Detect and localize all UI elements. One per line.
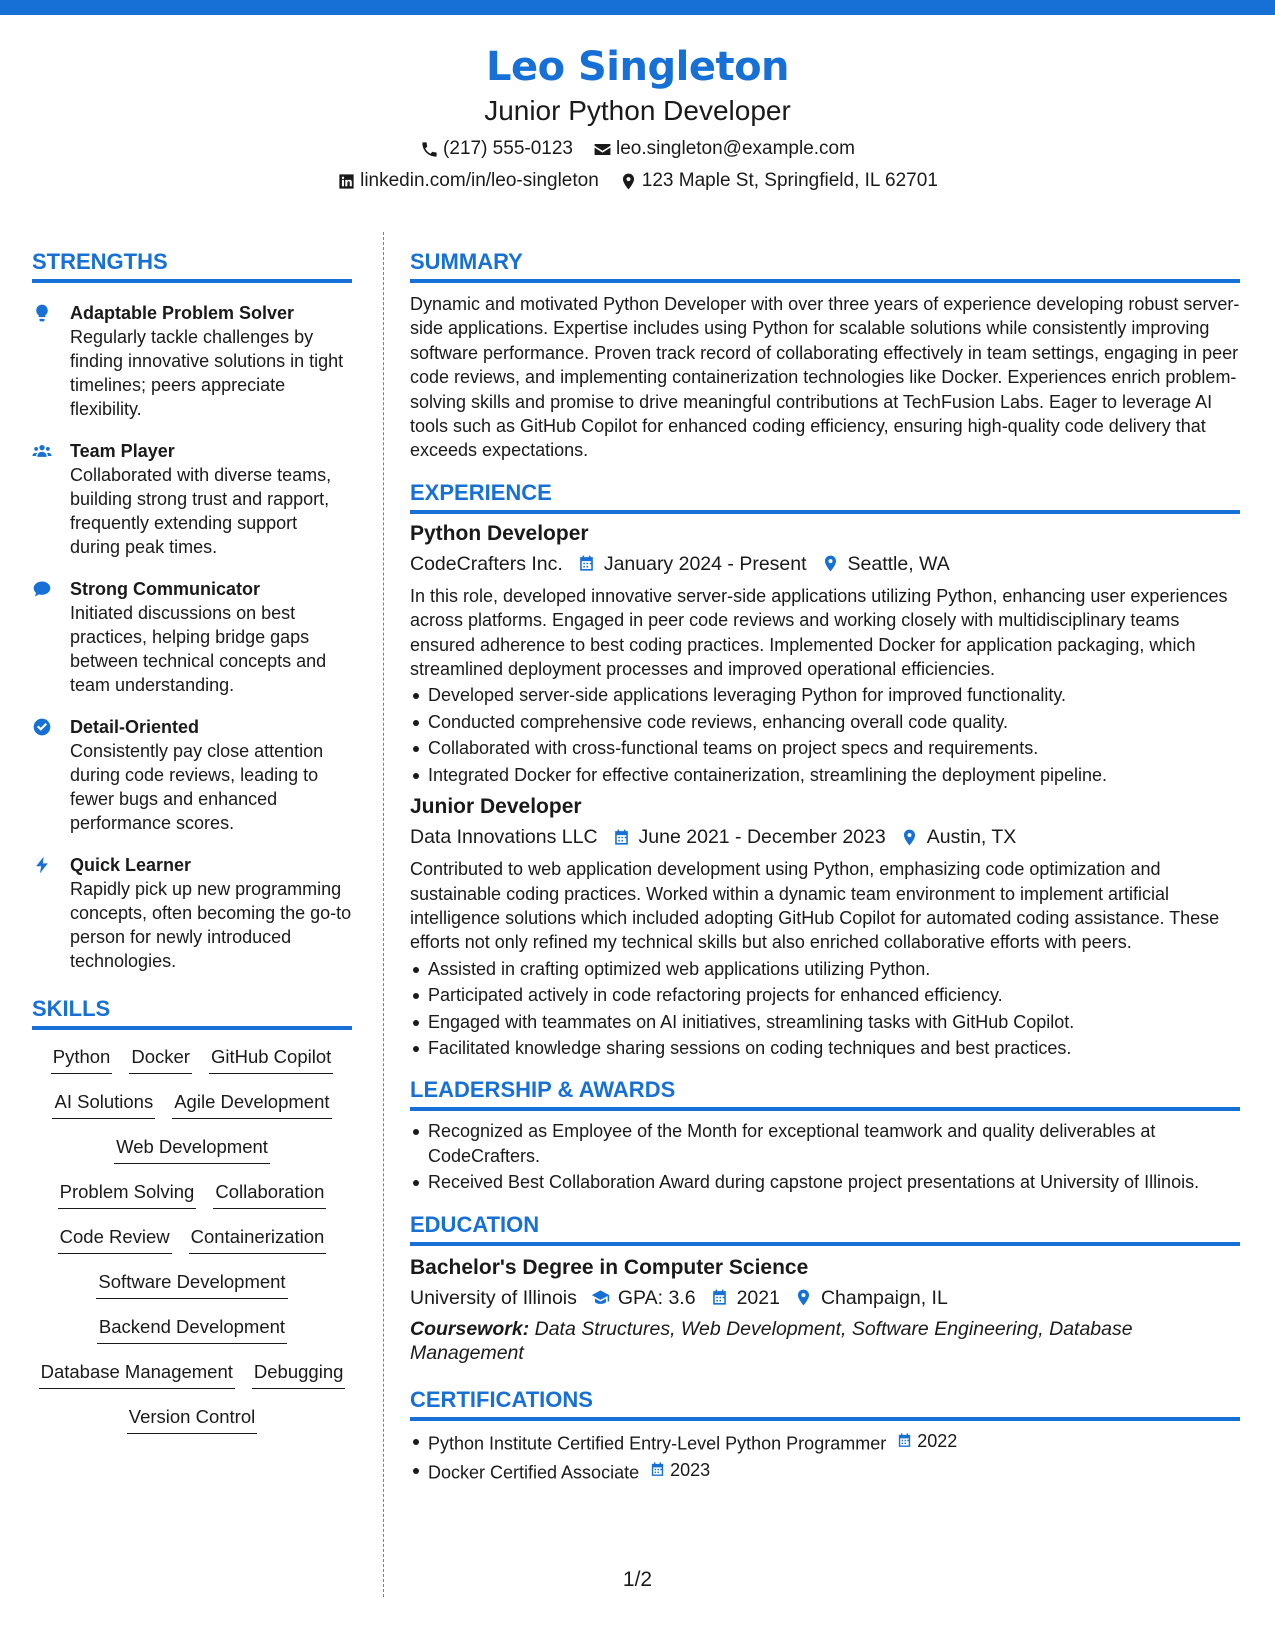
job-entry xyxy=(410,793,1240,1060)
certification-item xyxy=(410,1429,1240,1456)
skill-tag: GitHub Copilot xyxy=(209,1044,333,1074)
left-column xyxy=(32,248,352,1449)
calendar-icon xyxy=(577,554,596,573)
skill-tag: Agile Development xyxy=(172,1089,331,1119)
graduation-year: 2021 xyxy=(736,1286,780,1309)
skill-tag: Code Review xyxy=(58,1224,172,1254)
skill-tag: Docker xyxy=(129,1044,192,1074)
job-bullet: Collaborated with cross-functional teams on project specs and requirements. xyxy=(410,736,1240,760)
phone-text: (217) 555-0123 xyxy=(443,138,573,159)
job-bullet: Integrated Docker for effective containerization, streamlining the deployment pipeline. xyxy=(410,763,1240,787)
strengths-heading: STRENGTHS xyxy=(32,248,352,283)
contact-row-2 xyxy=(0,168,1275,194)
skill-tag: Problem Solving xyxy=(58,1179,197,1209)
page-number: 1/2 xyxy=(622,1568,653,1591)
strength-title: Strong Communicator xyxy=(70,579,261,599)
map-marker-icon xyxy=(821,554,840,573)
skill-tag: Backend Development xyxy=(97,1314,287,1344)
map-marker-icon xyxy=(900,828,919,847)
job-bullet: Conducted comprehensive code reviews, enhancing overall code quality. xyxy=(410,710,1240,734)
skill-tag: Containerization xyxy=(189,1224,327,1254)
job-location: Seattle, WA xyxy=(847,552,950,575)
graduation-cap-icon xyxy=(591,1288,610,1307)
strength-desc: Regularly tackle challenges by finding innovative solutions in tight timelines; peers appreciate flexibility. xyxy=(70,327,344,419)
skill-tag: AI Solutions xyxy=(52,1089,155,1119)
linkedin-text: linkedin.com/in/leo-singleton xyxy=(360,170,599,191)
bolt-icon xyxy=(32,855,52,875)
map-marker-icon xyxy=(794,1288,813,1307)
job-role: Junior Developer xyxy=(410,795,582,819)
phone-icon xyxy=(420,140,439,159)
coursework-text: Data Structures, Web Development, Software Engineering, Database Management xyxy=(410,1317,1133,1365)
skills-heading: SKILLS xyxy=(32,995,352,1030)
certifications-list xyxy=(410,1429,1240,1485)
candidate-name: Leo Singleton xyxy=(485,44,790,90)
job-company: CodeCrafters Inc. xyxy=(410,552,563,575)
strength-desc: Rapidly pick up new programming concepts, often becoming the go-to person for newly introduced technologies. xyxy=(70,879,352,971)
email-text: leo.singleton@example.com xyxy=(615,138,855,159)
lightbulb-icon xyxy=(32,303,52,323)
certification-name: Docker Certified Associate xyxy=(428,1462,640,1483)
strength-title: Adaptable Problem Solver xyxy=(70,303,295,323)
top-accent-bar xyxy=(0,0,1275,15)
strength-title: Quick Learner xyxy=(70,855,192,875)
calendar-icon xyxy=(612,828,631,847)
address-text: 123 Maple St, Springfield, IL 62701 xyxy=(641,170,938,191)
leadership-list xyxy=(410,1119,1240,1194)
job-description: In this role, developed innovative server-side applications utilizing Python, enhancing user experiences across platforms. Engaged in peer code reviews and working closely with multidisciplinary teams ensured adherence to best coding practices. Implemented Docker for application packaging, which streamlined deployment processes and improved operational efficiencies. xyxy=(410,585,1228,680)
job-meta xyxy=(410,823,1240,851)
skill-tag: Debugging xyxy=(252,1359,346,1389)
skills-list xyxy=(32,1044,352,1449)
email-contact[interactable] xyxy=(593,136,855,162)
calendar-icon xyxy=(896,1432,913,1449)
job-meta xyxy=(410,550,1240,578)
skill-tag: Database Management xyxy=(39,1359,235,1389)
job-description: Contributed to web application development using Python, emphasizing code optimization and sustainable coding practices. Worked within a dynamic team environment to implement artificial intelligence solutions which included adopting GitHub Copilot for automated coding assistance. These efforts not only refined my technical skills but also enriched collaborative efforts with peers. xyxy=(410,859,1220,953)
strength-desc: Consistently pay close attention during code reviews, leading to fewer bugs and enhanced performance scores. xyxy=(70,741,324,833)
contact-row-1 xyxy=(0,136,1275,162)
job-role: Python Developer xyxy=(410,521,589,545)
summary-heading: SUMMARY xyxy=(410,248,1240,283)
skill-tag: Collaboration xyxy=(213,1179,326,1209)
education-meta xyxy=(410,1284,1240,1312)
skill-tag: Web Development xyxy=(114,1134,270,1164)
job-bullet: Facilitated knowledge sharing sessions on coding techniques and best practices. xyxy=(410,1036,1240,1060)
strength-item xyxy=(32,715,352,835)
job-company: Data Innovations LLC xyxy=(410,826,598,849)
gpa: GPA: 3.6 xyxy=(617,1286,696,1309)
job-bullets xyxy=(410,683,1240,787)
coursework xyxy=(410,1317,1240,1366)
job-location: Austin, TX xyxy=(926,826,1017,849)
certification-item xyxy=(410,1458,1240,1485)
degree-title: Bachelor's Degree in Computer Science xyxy=(410,1255,809,1279)
job-dates: January 2024 - Present xyxy=(603,552,807,575)
envelope-icon xyxy=(593,140,612,159)
award-item: Recognized as Employee of the Month for exceptional teamwork and quality deliverables at CodeCrafters. xyxy=(410,1119,1240,1168)
strength-item xyxy=(32,439,352,559)
leadership-heading: LEADERSHIP & AWARDS xyxy=(410,1076,1240,1111)
map-marker-icon xyxy=(619,172,638,191)
job-dates: June 2021 - December 2023 xyxy=(638,826,886,849)
address-contact xyxy=(619,168,938,194)
strength-title: Team Player xyxy=(70,441,175,461)
strength-item xyxy=(32,301,352,421)
job-bullet: Developed server-side applications leveraging Python for improved functionality. xyxy=(410,683,1240,707)
skill-tag: Software Development xyxy=(96,1269,287,1299)
phone-contact[interactable] xyxy=(420,136,573,162)
strength-title: Detail-Oriented xyxy=(70,717,200,737)
award-item: Received Best Collaboration Award during capstone project presentations at University of Illinois. xyxy=(410,1170,1240,1194)
check-circle-icon xyxy=(32,717,52,737)
calendar-icon xyxy=(649,1461,666,1478)
strength-item xyxy=(32,577,352,697)
strength-desc: Collaborated with diverse teams, building strong trust and rapport, frequently extending support during peak times. xyxy=(70,465,332,557)
certification-year: 2022 xyxy=(917,1430,958,1451)
right-column xyxy=(410,248,1240,1485)
job-bullets xyxy=(410,957,1240,1061)
experience-heading: EXPERIENCE xyxy=(410,479,1240,514)
school-location: Champaign, IL xyxy=(820,1286,948,1309)
calendar-icon xyxy=(710,1288,729,1307)
job-entry xyxy=(410,520,1240,787)
candidate-title: Junior Python Developer xyxy=(484,95,791,126)
users-icon xyxy=(32,441,52,461)
resume-header xyxy=(0,42,1275,194)
job-bullet: Participated actively in code refactoring projects for enhanced efficiency. xyxy=(410,983,1240,1007)
strength-item xyxy=(32,853,352,973)
certifications-heading: CERTIFICATIONS xyxy=(410,1386,1240,1421)
certification-name: Python Institute Certified Entry-Level Python Programmer xyxy=(428,1433,887,1454)
column-divider xyxy=(383,232,384,1597)
school-name: University of Illinois xyxy=(410,1286,577,1309)
certification-year: 2023 xyxy=(670,1459,711,1480)
comment-icon xyxy=(32,579,52,599)
strength-desc: Initiated discussions on best practices, helping bridge gaps between technical concepts and team understanding. xyxy=(70,603,327,695)
skill-tag: Version Control xyxy=(127,1404,257,1434)
job-bullet: Assisted in crafting optimized web applications utilizing Python. xyxy=(410,957,1240,981)
linkedin-icon xyxy=(337,172,356,191)
job-bullet: Engaged with teammates on AI initiatives, streamlining tasks with GitHub Copilot. xyxy=(410,1010,1240,1034)
education-heading: EDUCATION xyxy=(410,1211,1240,1246)
skill-tag: Python xyxy=(51,1044,113,1074)
coursework-label: Coursework: xyxy=(410,1317,530,1340)
summary-text: Dynamic and motivated Python Developer with over three years of experience developing robust server-side applications. Expertise includes using Python for scalable solutions while consistently improving software performance. Proven track record of collaborating effectively in team settings, engaging in peer code reviews, and implementing containerization technologies like Docker. Experiences enrich problem-solving skills and promise to drive meaningful contributions at TechFusion Labs. Eager to leverage AI tools such as GitHub Copilot for enhanced coding efficiency, ensuring high-quality code delivery that exceeds expectations. xyxy=(410,294,1240,461)
linkedin-contact[interactable] xyxy=(337,168,599,194)
